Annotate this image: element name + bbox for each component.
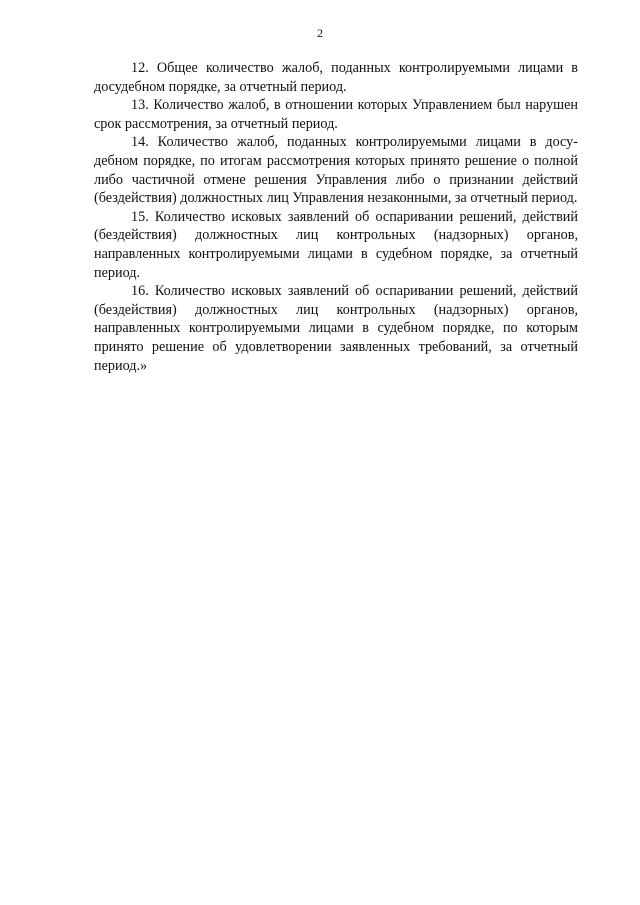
page-number: 2 <box>317 26 323 40</box>
paragraph-item-12: 12. Общее количество жалоб, поданных контролируемыми лицами в досудебном порядке, за отчетный период. <box>94 60 578 95</box>
paragraph-item-16: 16. Количество исковых заявлений об оспаривании решений, действий (бездействия) должностных лиц контрольных (надзорных) органов, направленных контролируемыми лицами в судебном порядке, по которым принято решение об удовлетворении заявленных требований, за отчетный период.» <box>94 283 578 374</box>
paragraph-item-15: 15. Количество исковых заявлений об оспаривании решений, действий (бездействия) должностных лиц контрольных (надзорных) органов, направленных контролируемыми лицами в судебном порядке, за отчетный период. <box>94 208 578 281</box>
document-body <box>94 59 578 375</box>
paragraph-item-13: 13. Количество жалоб, в отношении которых Управлением был нарушен срок рассмотрения, за отчетный период. <box>94 97 578 132</box>
paragraph-item-14: 14. Количество жалоб, поданных контролируемыми лицами в досудебном порядке, по итогам рассмотрения которых принято решение о полной либо частичной отмене решения Управления либо о признании действий (бездействия) должностных лиц Управления незаконными, за отчетный период. <box>94 134 578 207</box>
